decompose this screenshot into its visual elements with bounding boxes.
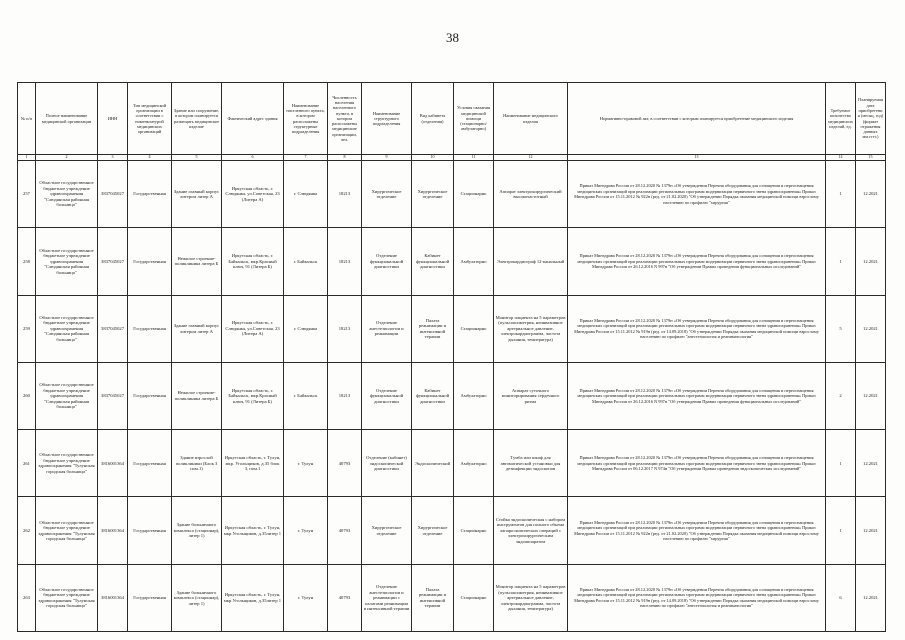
locality: г. Слюдянка <box>284 161 328 228</box>
row-number: 261 <box>18 430 36 497</box>
room-type: Эндоскопический <box>412 430 454 497</box>
care-conditions: Стационарно <box>454 295 494 362</box>
population: 40793 <box>328 430 362 497</box>
structural-unit: Отделение (кабинет) эндоскопической диагностики <box>362 430 412 497</box>
structural-unit: Хирургическое отделение <box>362 497 412 564</box>
column-number: 5 <box>172 155 222 161</box>
room-type: Хирургическое отделение <box>412 161 454 228</box>
address: Иркутская область, г. Тулун, мкр.Угольщиков, д.35литер 1 <box>222 497 284 564</box>
address: Иркутская область, г. Тулун, мкр.Угольщиков, д.35литер 1 <box>222 564 284 631</box>
table-row <box>18 362 886 429</box>
organization-name: Областное государственное бюджетное учреждение здравоохранения "Тулунская городская больница" <box>36 430 98 497</box>
population: 18213 <box>328 362 362 429</box>
address: Иркутская область, г. Байкальск, мкр.Красный ключ, 91 (Литера Б) <box>222 228 284 295</box>
column-header: Численность населения населенного пункта, в котором расположены медицинские организации, чел. <box>328 83 362 155</box>
table-row <box>18 228 886 295</box>
equipment-register-table <box>17 82 886 632</box>
organization-name: Областное государственное бюджетное учреждение здравоохранения "Тулунская городская больница" <box>36 497 98 564</box>
column-number: 12 <box>494 155 568 161</box>
organization-name: Областное государственное бюджетное учреждение здравоохранения "Тулунская городская больница" <box>36 564 98 631</box>
purchase-date: 12.2021 <box>856 497 886 564</box>
quantity: 1 <box>826 228 856 295</box>
organization-type: Государственная <box>128 564 172 631</box>
quantity: 6 <box>826 564 856 631</box>
address: Иркутская область, г. Слюдянка, ул.Советская, 23 (Литера А) <box>222 295 284 362</box>
room-type: Палата реанимации и интенсивной терапии <box>412 295 454 362</box>
population: 40793 <box>328 564 362 631</box>
row-number: 260 <box>18 362 36 429</box>
care-conditions: Стационарно <box>454 497 494 564</box>
column-number: 14 <box>826 155 856 161</box>
inn: 3837045027 <box>98 228 128 295</box>
room-type: Палата реанимации и интенсивной терапии <box>412 564 454 631</box>
organization-type: Государственная <box>128 362 172 429</box>
organization-name: Областное государственное бюджетное учреждение здравоохранения "Слюдянская районная больница" <box>36 161 98 228</box>
device-name: Аппарат суточного мониторирования сердечного ритма <box>494 362 568 429</box>
locality: г. Тулун <box>284 564 328 631</box>
table-body <box>18 161 886 632</box>
purchase-date: 12.2021 <box>856 161 886 228</box>
building: Здание больничного комплекса (стационар), литер 1) <box>172 564 222 631</box>
column-header: ИНН <box>98 83 128 155</box>
structural-unit: Отделение анестезиологии и реанимации <box>362 295 412 362</box>
organization-name: Областное государственное бюджетное учреждение здравоохранения "Слюдянская районная больница" <box>36 295 98 362</box>
column-header: Наименование структурного подразделения <box>362 83 412 155</box>
locality: г. Тулун <box>284 430 328 497</box>
column-header: Планируемая дата приобретения (месяц, год) (формат отражения данных мм.гггг.) <box>856 83 886 155</box>
inn: 3816001364 <box>98 497 128 564</box>
locality: г. Слюдянка <box>284 295 328 362</box>
table-row <box>18 497 886 564</box>
column-header: Условия оказания медицинской помощи (стационарно/амбулаторно) <box>454 83 494 155</box>
structural-unit: Отделение функциональной диагностики <box>362 362 412 429</box>
table-row <box>18 161 886 228</box>
care-conditions: Амбулаторно <box>454 228 494 295</box>
structural-unit: Хирургическое отделение <box>362 161 412 228</box>
column-header: № п/п <box>18 83 36 155</box>
care-conditions: Амбулаторно <box>454 362 494 429</box>
address: Иркутская область, г. Тулун, мкр. Угольщиков, д.35 блок 3, пом.1 <box>222 430 284 497</box>
care-conditions: Стационарно <box>454 564 494 631</box>
legal-act: Приказ Минздрава России от 28.12.2020 № 1379н «Об утверждении Перечня оборудования для оснащения и переоснащения медицинских организаций при реализации региональных программ модернизации первичного звена здравоохранения» Приказ Минздрава России от 26.12.2016 N 997н "Об утверждении Правил проведения функциональных исследований" <box>568 228 826 295</box>
column-number: 2 <box>36 155 98 161</box>
structural-unit: Отделение функциональной диагностики <box>362 228 412 295</box>
column-number: 8 <box>328 155 362 161</box>
organization-type: Государственная <box>128 430 172 497</box>
page-number: 38 <box>446 30 459 45</box>
header-row <box>18 83 886 155</box>
building: Здание взрослой поликлиники (Блок 3 пом.1) <box>172 430 222 497</box>
row-number: 257 <box>18 161 36 228</box>
building: Здание главный корпус литером литер А <box>172 295 222 362</box>
organization-name: Областное государственное бюджетное учреждение здравоохранения "Слюдянская районная больница" <box>36 362 98 429</box>
column-header: Наименование населенного пункта, в котором расположены структурные подразделения <box>284 83 328 155</box>
legal-act: Приказ Минздрава России от 28.12.2020 № 1379н «Об утверждении Перечня оборудования для оснащения и переоснащения медицинских организаций при реализации региональных программ модернизации первичного звена здравоохранения» Приказ Минздрава России от 06.12.2017 N 974н "Об утверждении Правил проведения эндоскопических исследований" <box>568 430 826 497</box>
column-number: 7 <box>284 155 328 161</box>
device-name: Тумба или шкаф для автоматической установки для дезинфекции эндоскопов <box>494 430 568 497</box>
quantity: 1 <box>826 497 856 564</box>
legal-act: Приказ Минздрава России от 28.12.2020 № 1379н «Об утверждении Перечня оборудования для оснащения и переоснащения медицинских организаций при реализации региональных программ модернизации первичного звена здравоохранения» Приказ Минздрава России от 26.12.2016 N 997н "Об утверждении Правил проведения функциональных исследований" <box>568 362 826 429</box>
legal-act: Приказ Минздрава России от 28.12.2020 № 1379н «Об утверждении Перечня оборудования для оснащения и переоснащения медицинских организаций при реализации региональных программ модернизации первичного звена здравоохранения» Приказ Минздрава России от 15.11.2012 № 922н (ред. от 21.02.2020) "Об утверждении Порядка оказания медицинской помощи взрослому населению по профилю "хирургия" <box>568 497 826 564</box>
inn: 3816001364 <box>98 564 128 631</box>
quantity: 1 <box>826 161 856 228</box>
legal-act: Приказ Минздрава России от 28.12.2020 № 1379н «Об утверждении Перечня оборудования для оснащения и переоснащения медицинских организаций при реализации региональных программ модернизации первичного звена здравоохранения» Приказ Минздрава России от 15.11.2012 № 919н (ред. от 14.09.2018) "Об утверждении Порядка оказания медицинской помощи взрослому населению по профилю "анестезиология и реаниматология" <box>568 564 826 631</box>
building: Здание главный корпус литером литер А <box>172 161 222 228</box>
column-header: Полное наименование медицинской организации <box>36 83 98 155</box>
quantity: 2 <box>826 362 856 429</box>
column-number: 10 <box>412 155 454 161</box>
legal-act: Приказ Минздрава России от 28.12.2020 № 1379н «Об утверждении Перечня оборудования для оснащения и переоснащения медицинских организаций при реализации региональных программ модернизации первичного звена здравоохранения» Приказ Минздрава России от 15.11.2012 № 922н (ред. от 21.02.2020) "Об утверждении Порядка оказания медицинской помощи взрослому населению по профилю "хирургия" <box>568 161 826 228</box>
purchase-date: 12.2021 <box>856 430 886 497</box>
inn: 3837045027 <box>98 295 128 362</box>
column-header: Здание или сооружение, в котором планируется размещать медицинское изделие <box>172 83 222 155</box>
column-header: Нормативно-правовой акт, в соответствии с которым планируется приобретение медицинского изделия <box>568 83 826 155</box>
column-number: 11 <box>454 155 494 161</box>
table-row <box>18 564 886 631</box>
device-name: Электрокардиограф 12-канальный <box>494 228 568 295</box>
device-name: Стойка эндоскопическая с набором инструментов для полного объема лапароскопических операций с электрохирургическим эндоаппаратом <box>494 497 568 564</box>
purchase-date: 12.2021 <box>856 362 886 429</box>
room-type: Хирургическое отделение <box>412 497 454 564</box>
inn: 3837045027 <box>98 362 128 429</box>
row-number: 263 <box>18 564 36 631</box>
organization-type: Государственная <box>128 228 172 295</box>
locality: г. Тулун <box>284 497 328 564</box>
address: Иркутская область, г. Байкальск, мкр.Красный ключ, 91 (Литера Б) <box>222 362 284 429</box>
row-number: 259 <box>18 295 36 362</box>
population: 18213 <box>328 295 362 362</box>
locality: г. Байкальск <box>284 228 328 295</box>
column-number: 6 <box>222 155 284 161</box>
column-header: Вид кабинета (отделения) <box>412 83 454 155</box>
column-number: 13 <box>568 155 826 161</box>
organization-type: Государственная <box>128 295 172 362</box>
care-conditions: Амбулаторно <box>454 430 494 497</box>
device-name: Монитор пациента на 5 параметров (пульсоксиметрия, неинвазивное артериальное давление, электрокардиограмма, частота дыхания, температура) <box>494 564 568 631</box>
organization-type: Государственная <box>128 497 172 564</box>
building: Нежилое строение-поликлиника литера Б <box>172 228 222 295</box>
organization-name: Областное государственное бюджетное учреждение здравоохранения "Слюдянская районная больница" <box>36 228 98 295</box>
column-header: Требуемое количество медицинских изделий, ед. <box>826 83 856 155</box>
population: 18213 <box>328 161 362 228</box>
purchase-date: 12.2021 <box>856 295 886 362</box>
building: Нежилое строение-поликлиника литера Б <box>172 362 222 429</box>
column-number: 4 <box>128 155 172 161</box>
device-name: Аппарат электрохирургический высокочастотный <box>494 161 568 228</box>
column-header: Фактический адрес здания <box>222 83 284 155</box>
address: Иркутская область, г. Слюдянка, ул.Советская, 23 (Литера А) <box>222 161 284 228</box>
locality: г. Байкальск <box>284 362 328 429</box>
room-type: Кабинет функциональной диагностики <box>412 228 454 295</box>
column-number: 9 <box>362 155 412 161</box>
purchase-date: 12.2021 <box>856 228 886 295</box>
device-name: Монитор пациента на 5 параметров (пульсоксиметрия, неинвазивное артериальное давление, электрокардиограмма, частота дыхания, температура) <box>494 295 568 362</box>
column-number: 1 <box>18 155 36 161</box>
building: Здание больничного комплекса (стационар), литер 1) <box>172 497 222 564</box>
table-row <box>18 430 886 497</box>
quantity: 5 <box>826 295 856 362</box>
column-header: Наименование медицинского изделия <box>494 83 568 155</box>
row-number: 258 <box>18 228 36 295</box>
column-number: 15 <box>856 155 886 161</box>
structural-unit: Отделение анестезиологии и реанимации с палатами реанимации и интенсивной терапии <box>362 564 412 631</box>
quantity: 1 <box>826 430 856 497</box>
room-type: Кабинет функциональной диагностики <box>412 362 454 429</box>
table-row <box>18 295 886 362</box>
inn: 3837045027 <box>98 161 128 228</box>
row-number: 262 <box>18 497 36 564</box>
care-conditions: Стационарно <box>454 161 494 228</box>
population: 18213 <box>328 228 362 295</box>
inn: 3816001364 <box>98 430 128 497</box>
column-header: Тип медицинской организации в соответствии с номенклатурой медицинских организаций <box>128 83 172 155</box>
purchase-date: 12.2021 <box>856 564 886 631</box>
column-number: 3 <box>98 155 128 161</box>
population: 40793 <box>328 497 362 564</box>
organization-type: Государственная <box>128 161 172 228</box>
legal-act: Приказ Минздрава России от 28.12.2020 № 1379н «Об утверждении Перечня оборудования для оснащения и переоснащения медицинских организаций при реализации региональных программ модернизации первичного звена здравоохранения» Приказ Минздрава России от 15.11.2012 № 919н (ред. от 14.09.2018) "Об утверждении Порядка оказания медицинской помощи взрослому населению по профилю "анестезиология и реаниматология" <box>568 295 826 362</box>
